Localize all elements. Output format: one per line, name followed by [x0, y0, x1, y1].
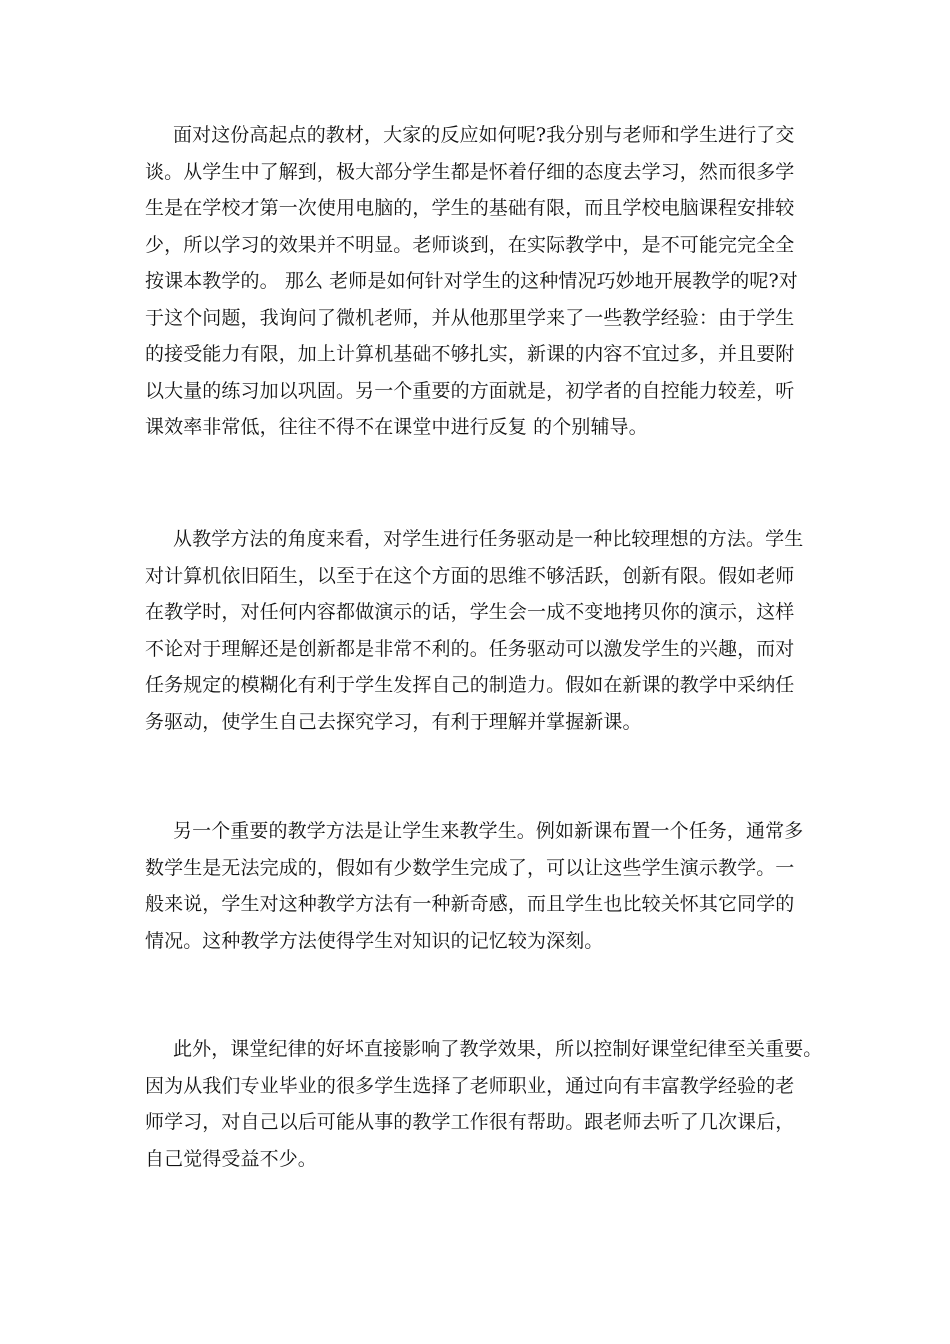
paragraph-classroom-discipline: [145, 1031, 825, 1177]
paragraph-peer-teaching: [145, 813, 825, 959]
text-line: 情况。这种教学方法使得学生对知识的记忆较为深刻。: [145, 929, 604, 952]
text-line: 面对这份高起点的教材，大家的反应如何呢?我分别与老师和学生进行了交: [173, 124, 795, 146]
text-line: 在教学时，对任何内容都做演示的话，学生会一成不变地拷贝你的演示，这样: [145, 601, 795, 623]
text-line: 不论对于理解还是创新都是非常不利的。任务驱动可以激发学生的兴趣，而对: [145, 637, 795, 660]
text-line: 另一个重要的教学方法是让学生来教学生。例如新课布置一个任务，通常多: [173, 820, 804, 842]
text-line: 课效率非常低，往往不得不在课堂中进行反复 的个别辅导。: [145, 416, 648, 438]
text-line: 般来说，学生对这种教学方法有一种新奇感，而且学生也比较关怀其它同学的: [145, 893, 795, 915]
text-line: 按课本教学的。 那么 老师是如何针对学生的这种情况巧妙地开展教学的呢?对: [145, 270, 798, 292]
text-line: 从教学方法的角度来看，对学生进行任务驱动是一种比较理想的方法。学生: [173, 528, 804, 550]
text-line: 务驱动，使学生自己去探究学习，有利于理解并掌握新课。: [145, 710, 642, 733]
text-line: 对计算机依旧陌生，以至于在这个方面的思维不够活跃，创新有限。假如老师: [145, 564, 795, 587]
paragraph-teaching-materials: [145, 117, 825, 446]
text-line: 生是在学校才第一次使用电脑的，学生的基础有限，而且学校电脑课程安排较: [145, 197, 795, 219]
text-line: 以大量的练习加以巩固。另一个重要的方面就是，初学者的自控能力较差，听: [145, 379, 795, 402]
text-line: 数学生是无法完成的，假如有少数学生完成了，可以让这些学生演示教学。一: [145, 856, 795, 879]
paragraph-task-driven-method: [145, 521, 825, 740]
text-line: 此外，课堂纪律的好坏直接影响了教学效果，所以控制好课堂纪律至关重要。: [173, 1038, 823, 1060]
text-line: 少，所以学习的效果并不明显。老师谈到，在实际教学中，是不可能完完全全: [145, 233, 795, 256]
text-line: 师学习，对自己以后可能从事的教学工作很有帮助。跟老师去听了几次课后，: [145, 1111, 795, 1133]
text-line: 任务规定的模糊化有利于学生发挥自己的制造力。假如在新课的教学中采纳任: [145, 674, 795, 696]
text-line: 于这个问题，我询问了微机老师，并从他那里学来了一些教学经验：由于学生: [145, 306, 795, 329]
text-line: 自己觉得受益不少。: [145, 1147, 317, 1170]
text-line: 的接受能力有限，加上计算机基础不够扎实，新课的内容不宜过多，并且要附: [145, 343, 795, 365]
text-line: 因为从我们专业毕业的很多学生选择了老师职业，通过向有丰富教学经验的老: [145, 1074, 795, 1097]
text-line: 谈。从学生中了解到，极大部分学生都是怀着仔细的态度去学习，然而很多学: [145, 160, 795, 183]
